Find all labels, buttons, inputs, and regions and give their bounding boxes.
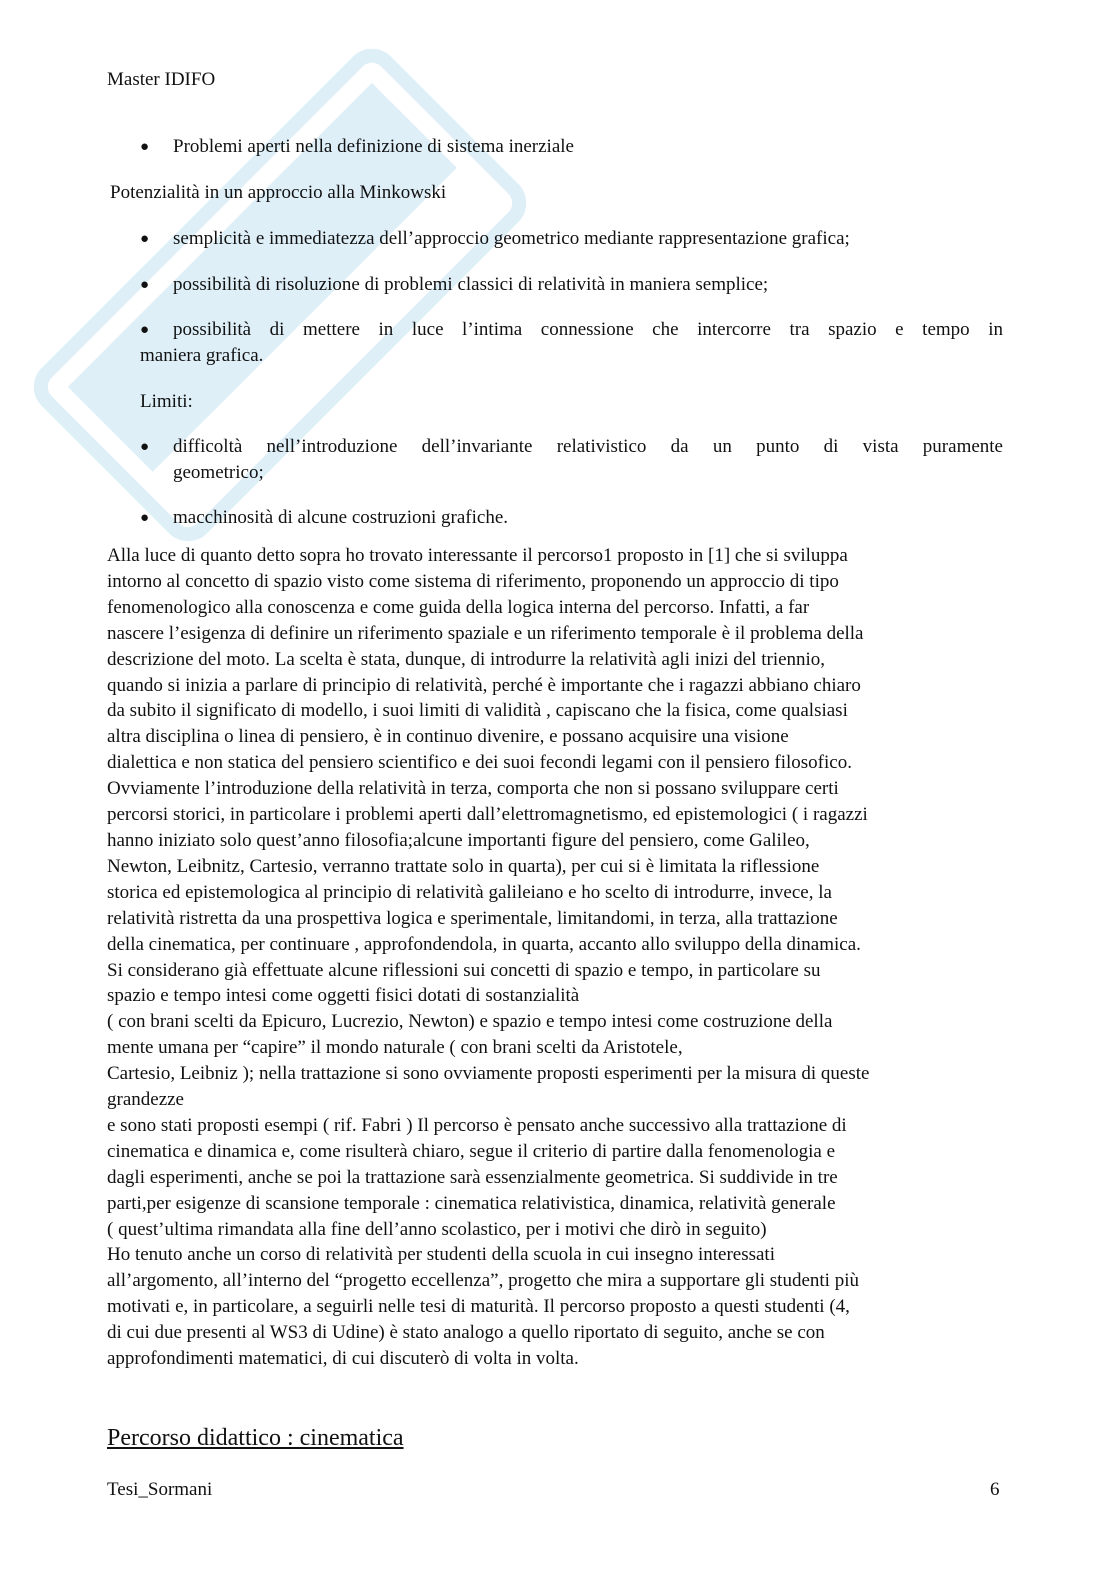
section-heading-potential: Potenzialità in un approccio alla Minkowski bbox=[110, 182, 447, 203]
text-line: motivati e, in particolare, a seguirli nelle tesi di maturità. Il percorso proposto a questi studenti (4, bbox=[107, 1296, 850, 1318]
text-line: hanno iniziato solo quest’anno filosofia;alcune importanti figure del pensiero, come Galileo, bbox=[107, 829, 810, 851]
bullet-icon: ● bbox=[140, 139, 150, 155]
text-line: Cartesio, Leibniz ); nella trattazione si sono ovviamente proposti esperimenti per la misura di queste bbox=[107, 1063, 870, 1085]
body-paragraph bbox=[107, 543, 1007, 1372]
list-item: macchinosità di alcune costruzioni grafiche. bbox=[173, 507, 509, 528]
list-item: possibilità di mettere in luce l’intima connessione che intercorre tra spazio e tempo in bbox=[173, 319, 1003, 340]
list-item-continuation: geometrico; bbox=[173, 462, 264, 483]
text-line: approfondimenti matematici, di cui discuterò di volta in volta. bbox=[107, 1348, 579, 1370]
text-line: dagli esperimenti, anche se poi la trattazione sarà essenzialmente geometrica. Si suddivide in tre bbox=[107, 1166, 838, 1188]
text-line: relatività ristretta da una prospettiva logica e sperimentale, limitandomi, in terza, alla trattazione bbox=[107, 907, 838, 929]
bullet-icon: ● bbox=[140, 277, 150, 293]
list-item: Problemi aperti nella definizione di sistema inerziale bbox=[173, 136, 574, 157]
text-line: Alla luce di quanto detto sopra ho trovato interessante il percorso1 proposto in [1] che si sviluppa bbox=[107, 545, 848, 566]
list-item: semplicità e immediatezza dell’approccio geometrico mediante rappresentazione grafica; bbox=[173, 228, 850, 249]
text-line: parti,per esigenze di scansione temporale : cinematica relativistica, dinamica, relatività generale bbox=[107, 1192, 836, 1214]
text-line: percorsi storici, in particolare i problemi aperti dall’elettromagnetismo, ed epistemologici ( i ragazzi bbox=[107, 804, 868, 826]
text-line: ( quest’ultima rimandata alla fine dell’anno scolastico, per i motivi che dirò in seguito) bbox=[107, 1218, 767, 1240]
text-line: dialettica e non statica del pensiero scientifico e dei suoi fecondi legami con il pensiero filosofico. bbox=[107, 752, 852, 774]
bullet-icon: ● bbox=[140, 231, 150, 247]
text-line: ( con brani scelti da Epicuro, Lucrezio, Newton) e spazio e tempo intesi come costruzione della bbox=[107, 1011, 833, 1033]
text-line: storica ed epistemologica al principio di relatività galileiano e ho scelto di introdurre, invece, la bbox=[107, 881, 832, 903]
text-line: intorno al concetto di spazio visto come sistema di riferimento, proponendo un approccio di tipo bbox=[107, 570, 839, 592]
text-line: da subito il significato di modello, i suoi limiti di validità , capiscano che la fisica, come qualsiasi bbox=[107, 700, 848, 722]
bullet-icon: ● bbox=[140, 510, 150, 526]
text-line: di cui due presenti al WS3 di Udine) è stato analogo a quello riportato di seguito, anche se con bbox=[107, 1322, 825, 1344]
page-header: Master IDIFO bbox=[107, 69, 216, 90]
text-line: spazio e tempo intesi come oggetti fisici dotati di sostanzialità bbox=[107, 985, 580, 1007]
text-line: mente umana per “capire” il mondo naturale ( con brani scelti da Aristotele, bbox=[107, 1037, 683, 1059]
text-line: e sono stati proposti esempi ( rif. Fabri ) Il percorso è pensato anche successivo alla trattazione di bbox=[107, 1114, 847, 1136]
text-line: fenomenologico alla conoscenza e come guida della logica interna del percorso. Infatti, a far bbox=[107, 596, 810, 618]
list-item: difficoltà nell’introduzione dell’invariante relativistico da un punto di vista puramente bbox=[173, 436, 1003, 457]
text-line: Ho tenuto anche un corso di relatività per studenti della scuola in cui insegno interessati bbox=[107, 1244, 775, 1266]
text-line: nascere l’esigenza di definire un riferimento spaziale e un riferimento temporale è il problema della bbox=[107, 622, 864, 644]
text-line: altra disciplina o linea di pensiero, è in continuo divenire, e possano acquisire una visione bbox=[107, 726, 789, 748]
list-item: possibilità di risoluzione di problemi classici di relatività in maniera semplice; bbox=[173, 274, 769, 295]
text-line: Si considerano già effettuate alcune riflessioni sui concetti di spazio e tempo, in particolare su bbox=[107, 959, 821, 981]
text-line: cinematica e dinamica e, come risulterà chiaro, segue il criterio di partire dalla fenomenologia e bbox=[107, 1140, 836, 1162]
list-item-continuation: maniera grafica. bbox=[140, 345, 264, 366]
page-number: 6 bbox=[990, 1479, 1000, 1500]
text-line: all’argomento, all’interno del “progetto eccellenza”, progetto che mira a supportare gli studenti più bbox=[107, 1270, 859, 1292]
text-line: descrizione del moto. La scelta è stata, dunque, di introdurre la relatività agli inizi del triennio, bbox=[107, 648, 826, 670]
section-heading-limits: Limiti: bbox=[140, 391, 193, 412]
footer-label: Tesi_Sormani bbox=[107, 1479, 213, 1500]
bullet-icon: ● bbox=[140, 322, 150, 338]
bullet-icon: ● bbox=[140, 439, 150, 455]
text-line: grandezze bbox=[107, 1089, 184, 1111]
text-line: Ovviamente l’introduzione della relatività in terza, comporta che non si possano sviluppare certi bbox=[107, 778, 839, 800]
text-line: quando si inizia a parlare di principio di relatività, perché è importante che i ragazzi abbiano chiaro bbox=[107, 674, 861, 696]
text-line: della cinematica, per continuare , approfondendola, in quarta, accanto allo sviluppo della dinamica. bbox=[107, 933, 861, 955]
text-line: Newton, Leibnitz, Cartesio, verranno trattate solo in quarta), per cui si è limitata la riflessione bbox=[107, 855, 820, 877]
section-title: Percorso didattico : cinematica bbox=[107, 1425, 404, 1451]
